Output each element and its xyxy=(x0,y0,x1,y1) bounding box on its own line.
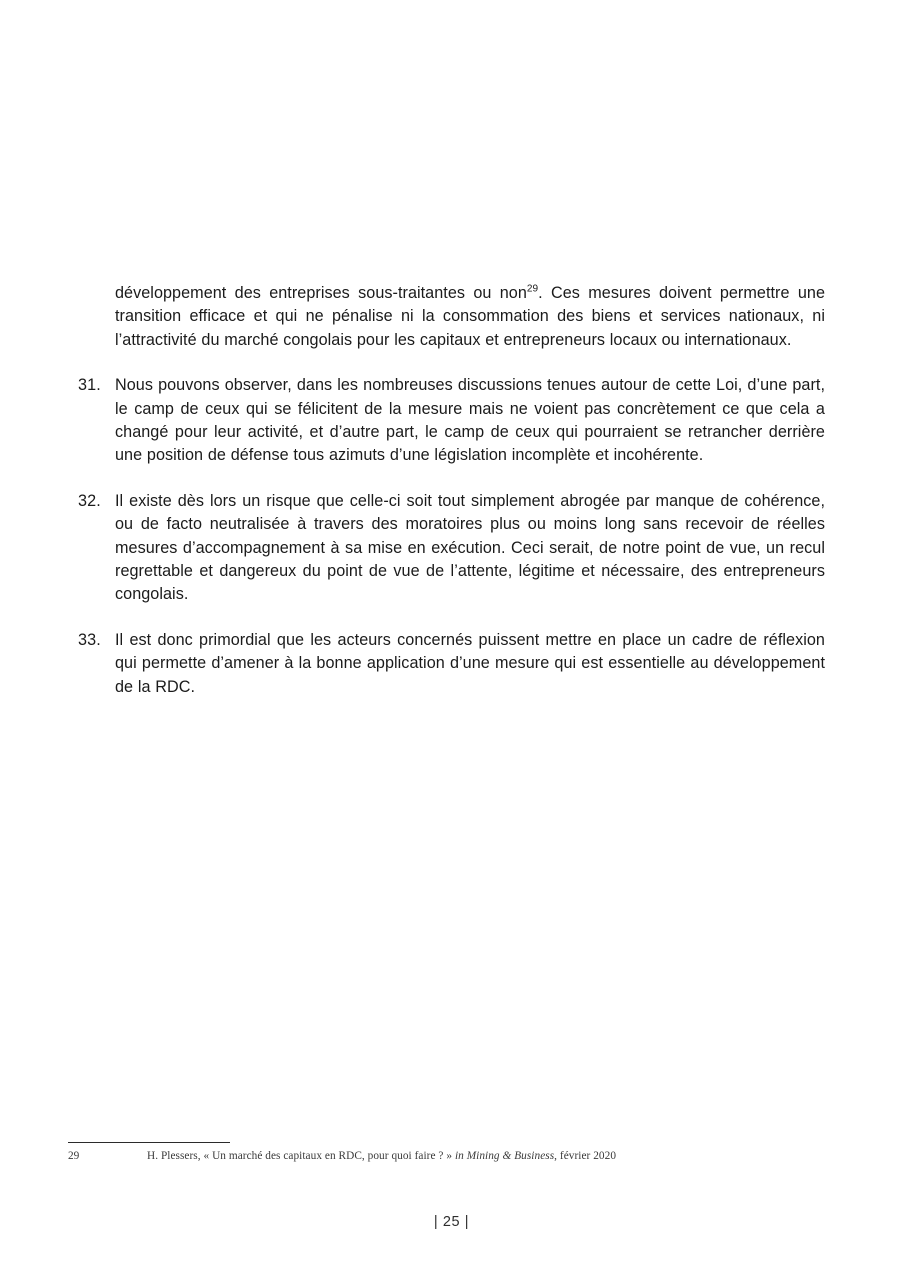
paragraph-number-31: 31. xyxy=(78,376,101,395)
paragraph-continuation xyxy=(78,282,825,352)
footnote-number: 29 xyxy=(68,1150,80,1162)
footnote-entry-29 xyxy=(68,1149,828,1163)
paragraph-text xyxy=(115,282,825,352)
body-content xyxy=(78,282,825,699)
paragraph-number-32: 32. xyxy=(78,491,101,510)
paragraph-31 xyxy=(78,374,825,468)
footnote-separator-rule xyxy=(68,1142,230,1143)
paragraph-32 xyxy=(78,490,825,607)
paragraph-text-33: Il est donc primordial que les acteurs concernés puissent mettre en place un cadre de réflexion qui permette d’amener à la bonne application d’une mesure qui est essentielle au développement de la RDC. xyxy=(115,630,825,696)
page-number-footer: | 25 | xyxy=(433,1214,470,1230)
paragraph-text-32: Il existe dès lors un risque que celle-ci soit tout simplement abrogée par manque de cohérence, ou de facto neutralisée à travers des moratoires plus ou moins long sans recevoir de réelles mesures d’accompagnement à sa mise en exécution. Ceci serait, de notre point de vue, un recul regrettable et dangereux du point de vue de l’attente, légitime et nécessaire, des entrepreneurs congolais. xyxy=(115,491,825,604)
footnote-reference-29[interactable]: 29 xyxy=(526,283,539,295)
paragraph-number-33: 33. xyxy=(78,630,101,649)
paragraph-33 xyxy=(78,629,825,699)
footnote-text-plain-lead: H. Plessers, « Un marché des capitaux en RDC, pour quoi faire ? » xyxy=(147,1150,455,1162)
paragraph-text-31: Nous pouvons observer, dans les nombreuses discussions tenues autour de cette Loi, d’une part, le camp de ceux qui se félicitent de la mesure mais ne voient pas concrètement ce que cela a changé pour leur activité, et d’autre part, le camp de ceux qui pourraient se retrancher derrière une position de défense tous azimuts d’une législation incomplète et incohérente. xyxy=(115,376,825,465)
paragraph-text-after-footnote: . Ces mesures doivent permettre une transition efficace et qui ne pénalise ni la consommation des biens et services nationaux, ni l’attractivité du marché congolais pour les capitaux et entrepreneurs locaux ou internationaux. xyxy=(115,284,825,349)
footnote-area xyxy=(68,1142,828,1163)
footnote-source-title: in Mining & Business xyxy=(454,1150,555,1162)
footnote-text-plain-tail: , février 2020 xyxy=(554,1150,617,1162)
paragraph-text-before-footnote: développement des entreprises sous-traitantes ou non xyxy=(115,284,527,302)
footnote-text xyxy=(147,1149,828,1163)
